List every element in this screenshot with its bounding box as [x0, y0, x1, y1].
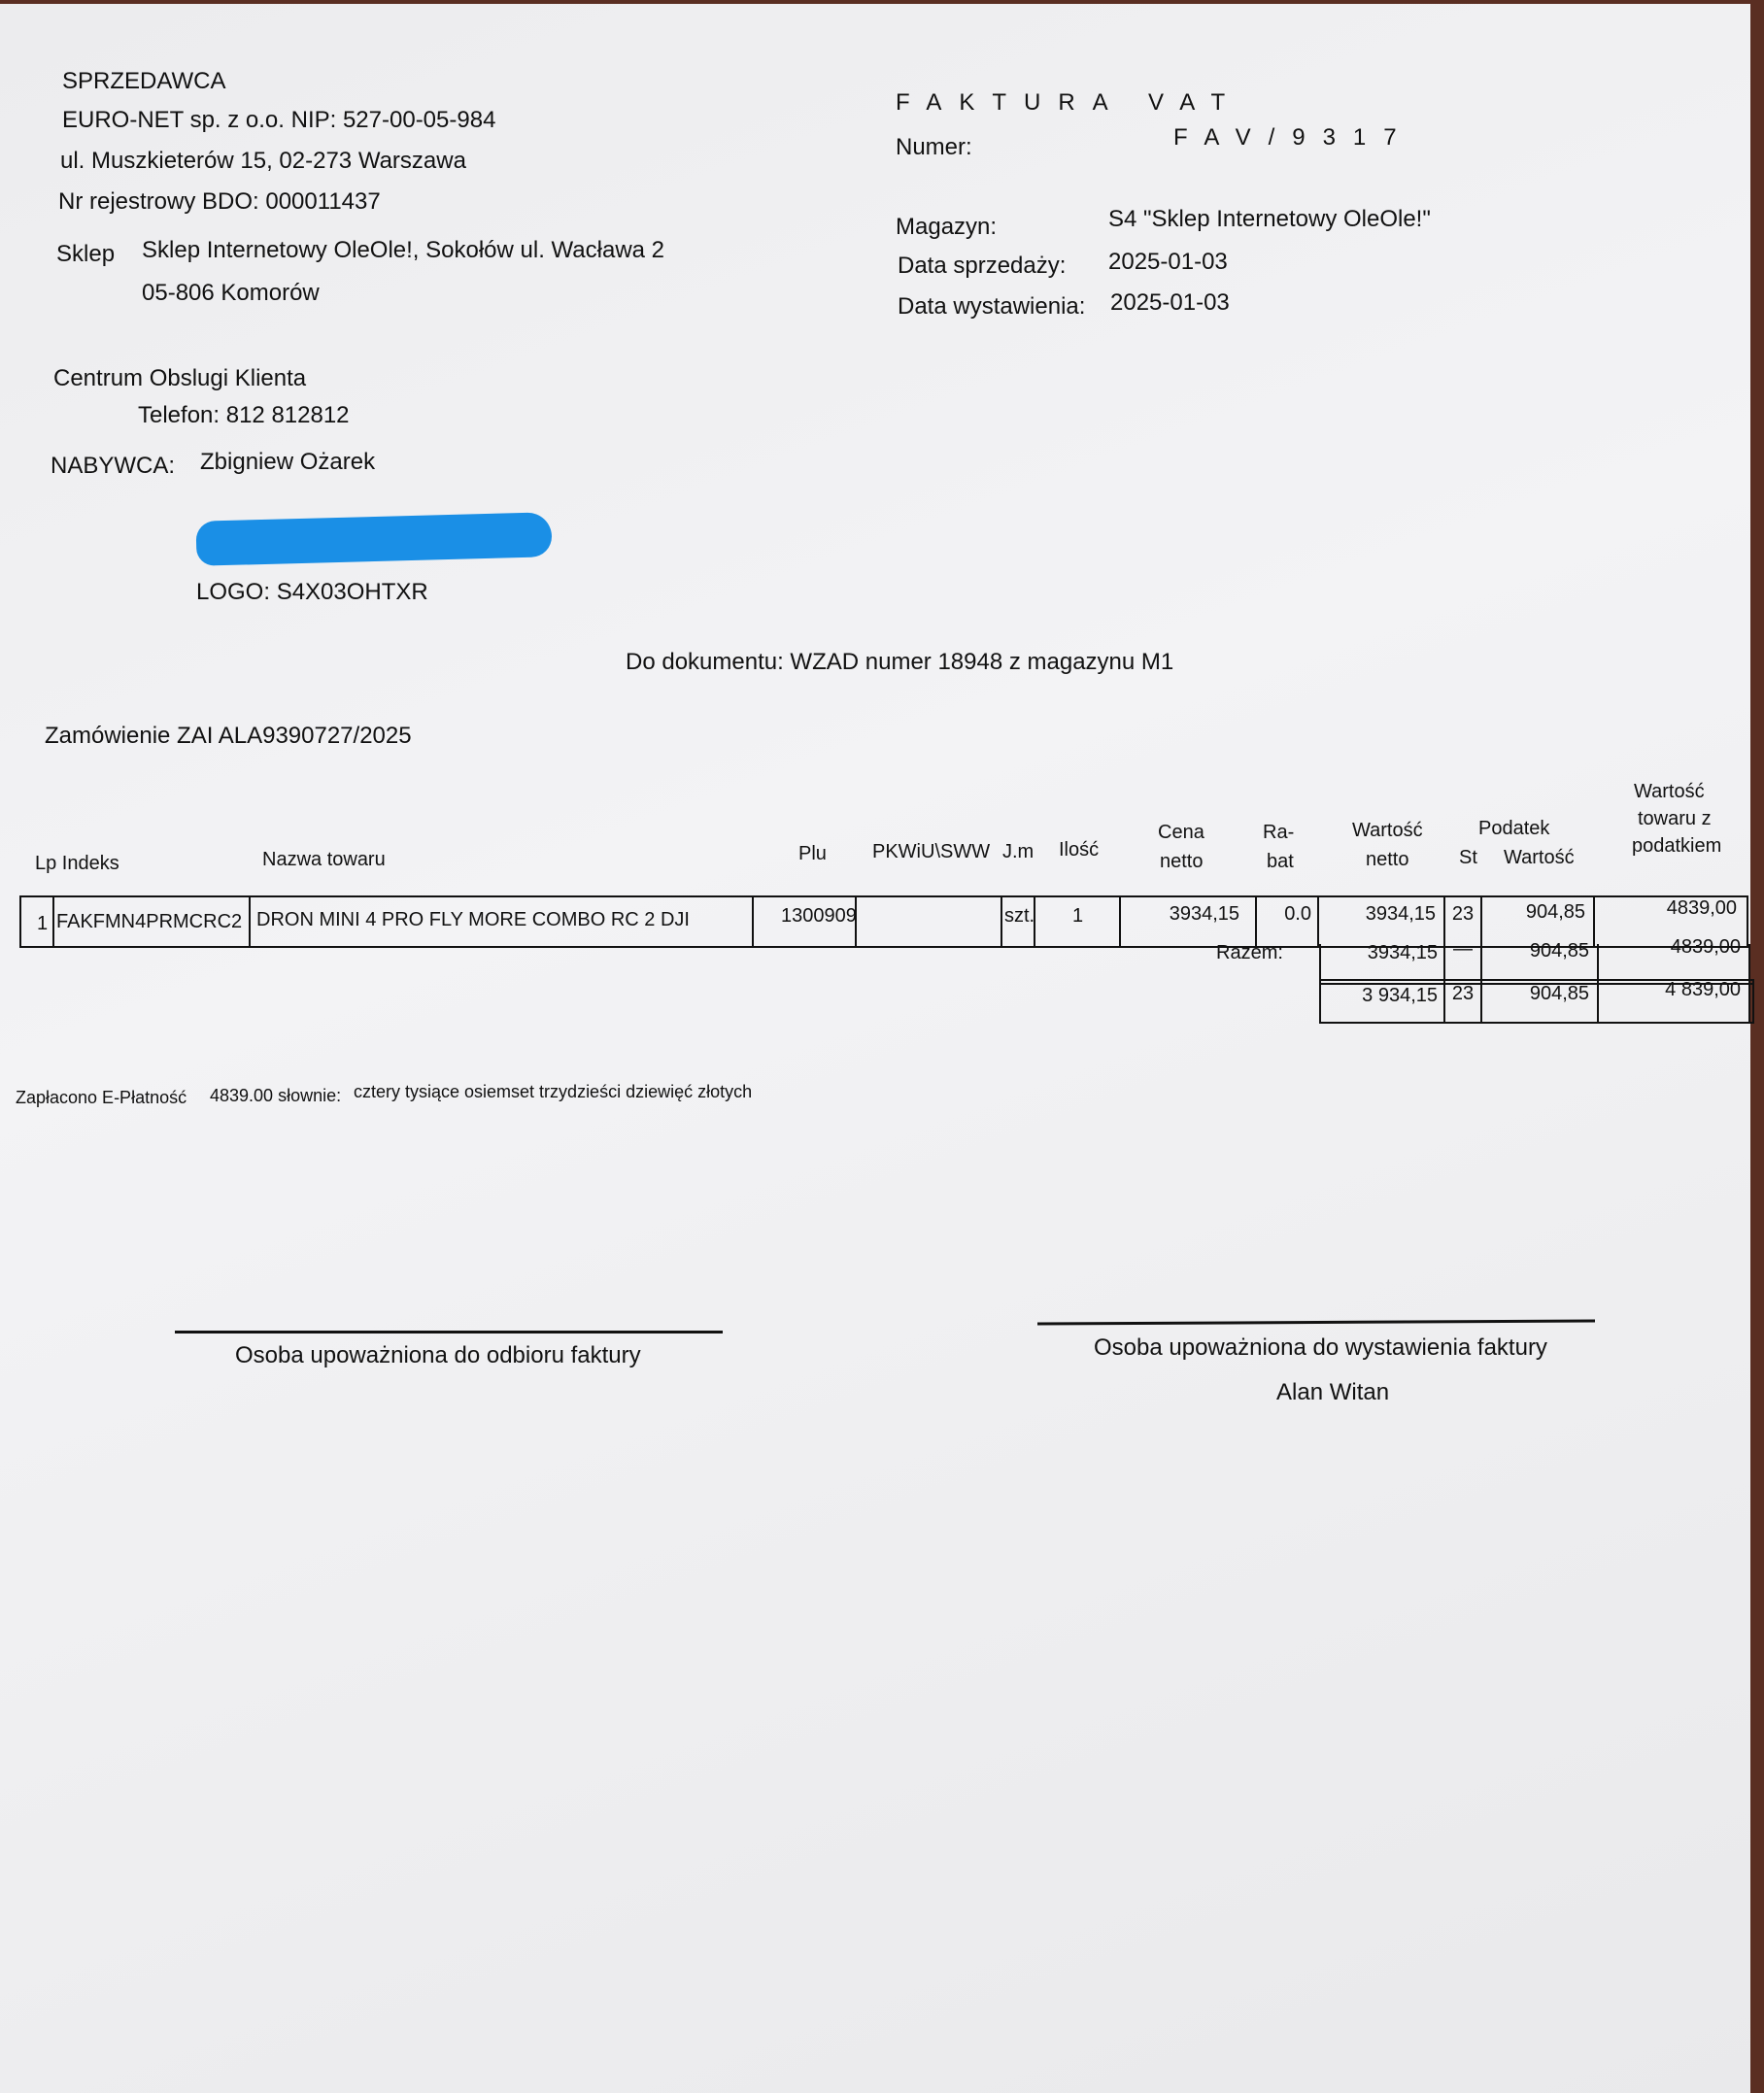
- total-net: 3934,15: [1367, 942, 1438, 963]
- header-pkwiu: PKWiU\SWW: [872, 841, 991, 862]
- header-tax-rate: St: [1459, 847, 1477, 868]
- row-jm: szt.: [1004, 905, 1035, 927]
- row-price: 3934,15: [1169, 903, 1239, 925]
- header-tax-group: Podatek: [1478, 818, 1550, 839]
- service-phone: Telefon: 812 812812: [138, 402, 350, 428]
- invoice-number-label: Numer:: [896, 134, 972, 160]
- seller-company: EURO-NET sp. z o.o. NIP: 527-00-05-984: [62, 107, 496, 133]
- row-index: FAKFMN4PRMCRC2: [56, 911, 243, 932]
- header-plu: Plu: [798, 843, 827, 864]
- header-jm: J.m: [1002, 841, 1035, 862]
- header-discount-1: Ra-: [1263, 822, 1295, 843]
- invoice-page: [0, 4, 1750, 2093]
- total-label: Razem:: [1216, 942, 1283, 963]
- summary-rate: 23: [1451, 983, 1475, 1004]
- header-name: Nazwa towaru: [262, 849, 386, 870]
- row-rate: 23: [1451, 903, 1475, 925]
- issuer-name: Alan Witan: [1276, 1379, 1390, 1405]
- receiver-signature-caption: Osoba upoważniona do odbioru faktury: [235, 1342, 641, 1368]
- service-center: Centrum Obslugi Klienta: [53, 365, 307, 391]
- header-price-1: Cena: [1158, 822, 1204, 843]
- row-discount: 0.0: [1284, 903, 1311, 925]
- issuer-signature-line: [1037, 1319, 1595, 1325]
- header-gross-3: podatkiem: [1632, 835, 1722, 857]
- seller-bdo: Nr rejestrowy BDO: 000011437: [58, 188, 381, 215]
- row-net: 3934,15: [1365, 903, 1436, 925]
- header-price-2: netto: [1160, 851, 1204, 872]
- header-gross-1: Wartość: [1634, 781, 1705, 802]
- invoice-number: FAV/9317: [1173, 124, 1414, 151]
- total-gross: 4839,00: [1670, 936, 1741, 958]
- row-qty: 1: [1072, 905, 1084, 927]
- row-tax: 904,85: [1525, 901, 1585, 923]
- receiver-signature-line: [175, 1331, 723, 1333]
- issue-date-label: Data wystawienia:: [898, 293, 1086, 320]
- document-reference: Do dokumentu: WZAD numer 18948 z magazynu M1: [626, 649, 1174, 675]
- shop-label: Sklep: [56, 241, 116, 267]
- row-lp: 1: [37, 913, 49, 934]
- header-lp-index: Lp Indeks: [35, 853, 119, 874]
- summary-net: 3 934,15: [1362, 985, 1438, 1006]
- header-gross-2: towaru z: [1638, 808, 1712, 829]
- sale-date-label: Data sprzedaży:: [898, 253, 1067, 279]
- header-net-1: Wartość: [1352, 820, 1423, 841]
- order-number: Zamówienie ZAI ALA9390727/2025: [45, 723, 412, 749]
- payment-label: Zapłacono E-Płatność: [16, 1088, 187, 1107]
- seller-heading: SPRZEDAWCA: [62, 68, 226, 94]
- summary-tax: 904,85: [1529, 983, 1589, 1004]
- warehouse-label: Magazyn:: [896, 214, 998, 240]
- header-discount-2: bat: [1267, 851, 1294, 872]
- header-net-2: netto: [1366, 849, 1409, 870]
- header-tax-value: Wartość: [1504, 847, 1575, 868]
- summary-gross: 4 839,00: [1665, 979, 1741, 1000]
- row-name: DRON MINI 4 PRO FLY MORE COMBO RC 2 DJI: [256, 909, 690, 930]
- sale-date: 2025-01-03: [1108, 249, 1228, 275]
- total-tax: 904,85: [1529, 940, 1589, 962]
- payment-words: cztery tysiące osiemset trzydzieści dziewięć złotych: [354, 1082, 753, 1101]
- shop-line2: 05-806 Komorów: [142, 280, 320, 306]
- redaction-mark: [195, 512, 552, 566]
- issuer-signature-caption: Osoba upoważniona do wystawienia faktury: [1094, 1334, 1547, 1361]
- warehouse-value: S4 "Sklep Internetowy OleOle!": [1108, 206, 1431, 232]
- shop-line1: Sklep Internetowy OleOle!, Sokołów ul. Wacława 2: [142, 237, 665, 263]
- invoice-title: FAKTURA VAT: [896, 89, 1243, 116]
- buyer-label: NABYWCA:: [51, 453, 176, 479]
- buyer-name: Zbigniew Ożarek: [200, 449, 376, 475]
- seller-address: ul. Muszkieterów 15, 02-273 Warszawa: [60, 148, 466, 174]
- buyer-logo: LOGO: S4X03OHTXR: [196, 579, 428, 605]
- payment-amount: 4839.00 słownie:: [210, 1086, 342, 1105]
- header-qty: Ilość: [1059, 839, 1100, 861]
- row-gross: 4839,00: [1666, 897, 1737, 919]
- issue-date: 2025-01-03: [1110, 289, 1230, 316]
- total-rate: —: [1453, 938, 1473, 960]
- row-plu: 1300909: [781, 905, 857, 927]
